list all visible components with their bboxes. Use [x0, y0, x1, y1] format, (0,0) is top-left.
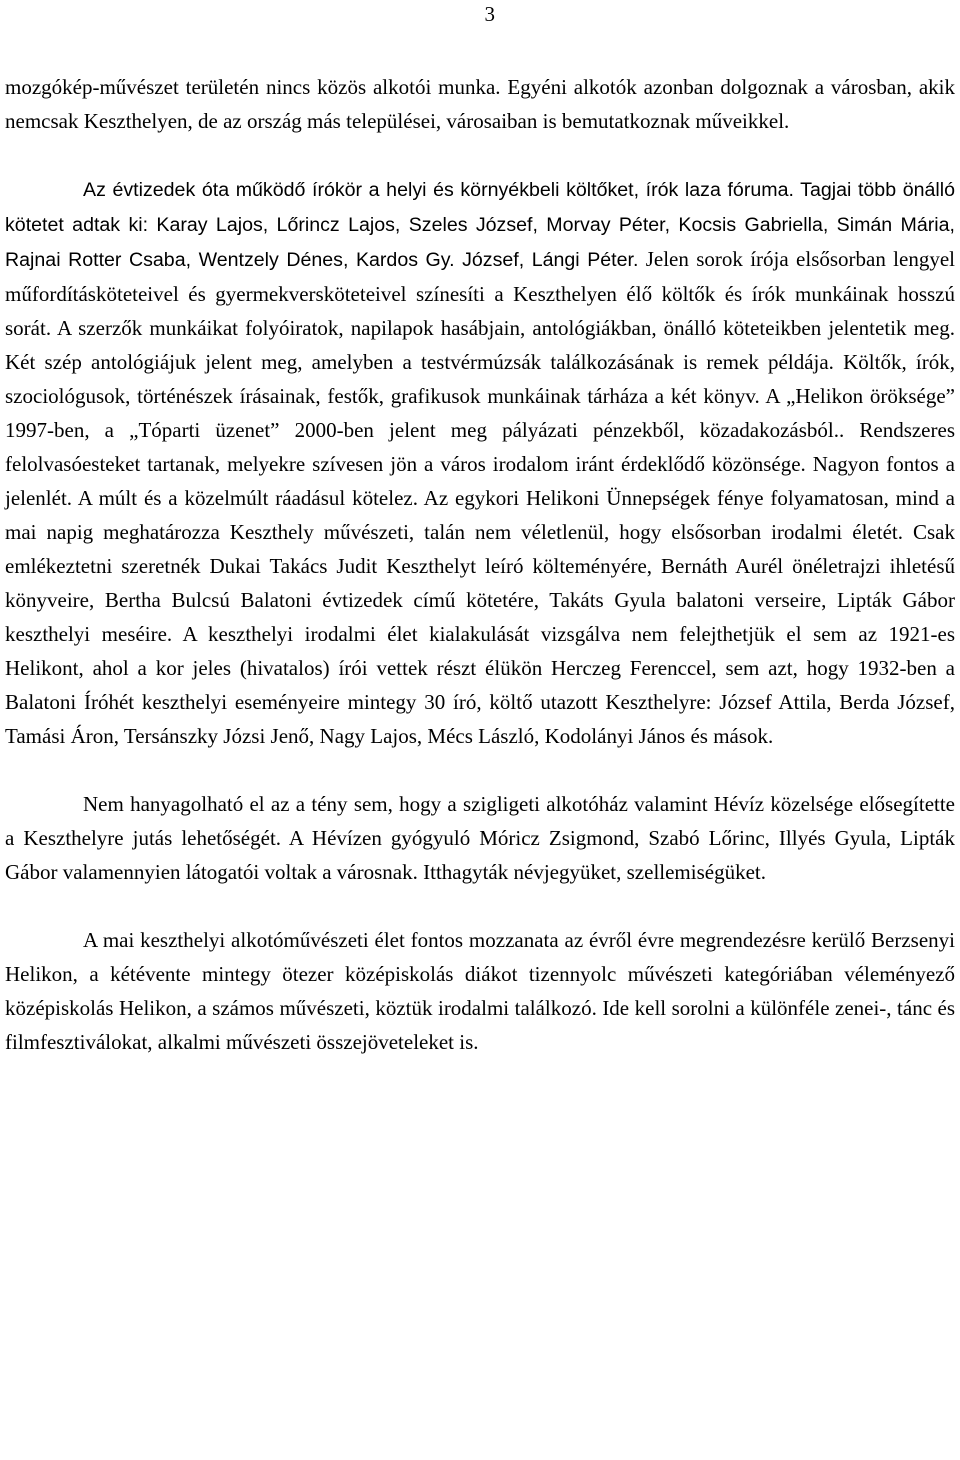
paragraph-1: [5, 70, 955, 138]
paragraph-2-lead: Az évtizedek óta működő írókör a helyi és környékbeli költőket, írók laza fóruma. Tagjai több önálló kötetet adtak ki: Karay Lajos, Lőrincz Lajos, Szeles József, Morvay Péter, Kocsis Gabriella, Simán Mária, Rajnai Rotter Csaba, Wentzely Dénes, Kardos Gy. József, Lángi Péter.: [5, 179, 955, 271]
paragraph-2-body: Jelen sorok írója elsősorban lengyel műfordításköteteivel és gyermekversköteteivel színesíti a Keszthelyen élő költők és írók munkáinak hosszú sorát. A szerzők munkáikat folyóiratok, napilapok hasábjain, antológiákban, önálló köteteikben jelentetik meg. Két szép antológiájuk jelent meg, amelyben a testvérmúzsák találkozásának is remek példája. Költők, írók, szociológusok, történészek írásainak, festők, grafikusok munkáinak tárháza a két könyv. A „Helikon öröksége” 1997-ben, a „Tóparti üzenet” 2000-ben jelent meg pályázati pénzekből, közadakozásból.. Rendszeres felolvasóesteket tartanak, melyekre szívesen jön a város irodalom iránt érdeklődő közönsége. Nagyon fontos a jelenlét. A múlt és a közelmúlt ráadásul kötelez. Az egykori Helikoni Ünnepségek fénye folyamatosan, mind a mai napig meghatározza Keszthely művészeti, talán nem véletlenül, hogy elsősorban irodalmi életét. Csak emlékeztetni szeretnék Dukai Takács Judit Keszthelyt leíró költeményére, Bernáth Aurél önéletrajzi ihletésű könyveire, Bertha Bulcsú Balatoni évtizedek című kötetére, Takáts Gyula balatoni verseire, Lipták Gábor keszthelyi meséire. A keszthelyi irodalmi élet kialakulását vizsgálva nem felejthetjük el sem az 1921-es Helikont, ahol a kor jeles (hivatalos) írói vettek részt élükön Herczeg Ferenccel, sem azt, hogy 1932-ben a Balatoni Íróhét keszthelyi eseményeire mintegy 30 író, költő utazott Keszthelyre: József Attila, Berda József, Tamási Áron, Tersánszky Józsi Jenő, Nagy Lajos, Mécs László, Kodolányi János és mások.: [5, 247, 955, 748]
paragraph-2: [5, 172, 955, 753]
document-body: [5, 70, 955, 1059]
paragraph-4: [5, 923, 955, 1059]
paragraph-3: [5, 787, 955, 889]
page-number: 3: [484, 2, 495, 26]
paragraph-4-text: A mai keszthelyi alkotóművészeti élet fontos mozzanata az évről évre megrendezésre kerülő Berzsenyi Helikon, a kétévente mintegy ötezer középiskolás diákot tizennyolc művészeti kategóriában véleményező középiskolás Helikon, a számos művészeti, köztük irodalmi találkozó. Ide kell sorolni a különféle zenei-, tánc és filmfesztiválokat, alkalmi művészeti összejöveteleket is.: [5, 928, 955, 1054]
paragraph-1-text: mozgókép-művészet területén nincs közös alkotói munka. Egyéni alkotók azonban dolgoznak a városban, akik nemcsak Keszthelyen, de az ország más települései, városaiban is bemutatkoznak műveikkel.: [5, 75, 955, 133]
paragraph-3-text: Nem hanyagolható el az a tény sem, hogy a szigligeti alkotóház valamint Hévíz közelsége elősegítette a Keszthelyre jutás lehetőségét. A Hévízen gyógyuló Móricz Zsigmond, Szabó Lőrinc, Illyés Gyula, Lipták Gábor valamennyien látogatói voltak a városnak. Itthagyták névjegyüket, szellemiségüket.: [5, 792, 955, 884]
